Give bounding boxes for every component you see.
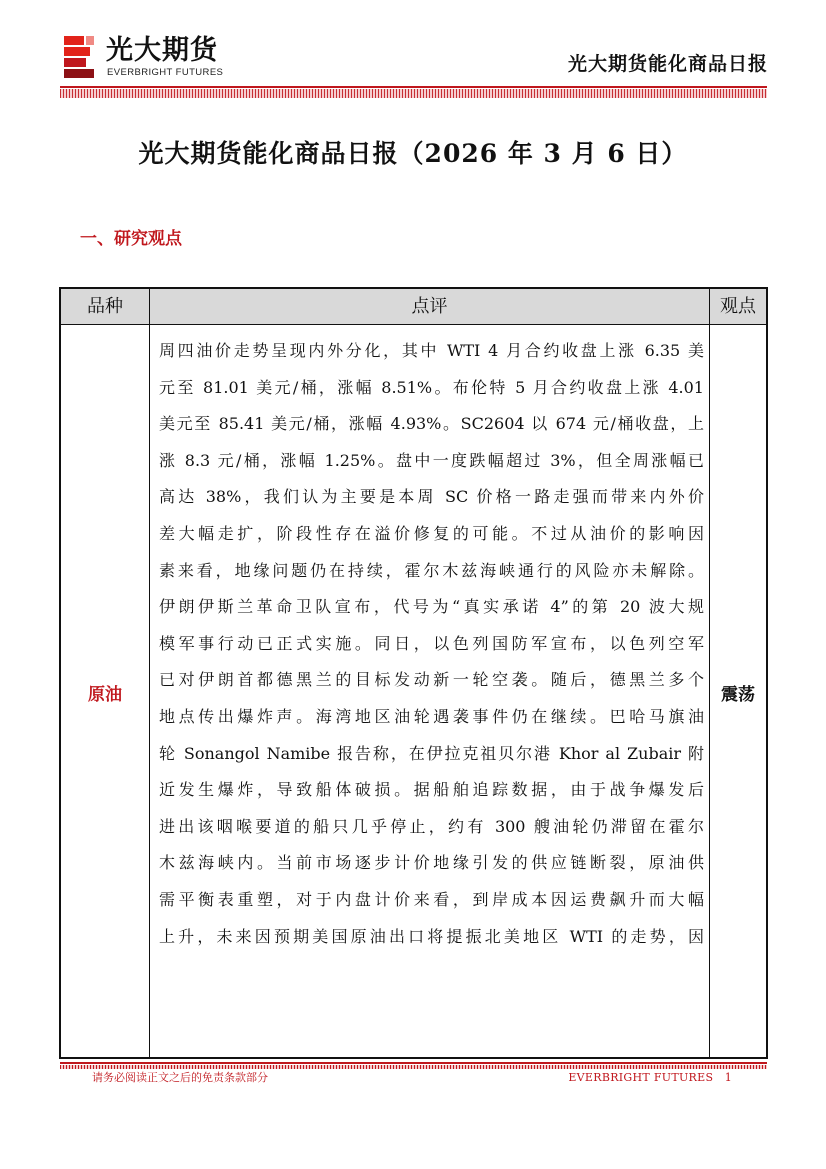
footer-brand: EVERBRIGHT FUTURES xyxy=(568,1071,714,1084)
comment-line: 近发生爆炸，导致船体破损。据船舶追踪数据，由于战争爆发后 xyxy=(159,780,704,800)
comment-line: 模军事行动已正式实施。同日，以色列国防军宣布，以色列空军 xyxy=(159,633,704,653)
comment-line: 涨 8.3 元/桶，涨幅 1.25%。盘中一度跌幅超过 3%，但全周涨幅已 xyxy=(159,450,704,470)
comment-line: 需平衡表重塑，对于内盘计价来看，到岸成本因运费飙升而大幅 xyxy=(159,889,704,909)
comment-cell xyxy=(159,333,704,955)
header-divider xyxy=(60,86,767,88)
column-divider xyxy=(149,289,150,1057)
comment-line: 伊朗伊斯兰革命卫队宣布，代号为“真实承诺 4”的第 20 波大规 xyxy=(159,597,704,617)
footer-hatch-divider xyxy=(60,1065,767,1069)
comment-line: 地点传出爆炸声。海湾地区油轮遇袭事件仍在继续。巴哈马旗油 xyxy=(159,706,704,726)
everbright-logo-icon xyxy=(64,36,98,80)
footer-divider xyxy=(60,1062,767,1064)
comment-line: 高达 38%，我们认为主要是本周 SC 价格一路走强而带来内外价 xyxy=(159,487,704,507)
comment-line: 差大幅走扩，阶段性存在溢价修复的可能。不过从油价的影响因 xyxy=(159,523,704,543)
column-header-view: 观点 xyxy=(720,296,756,317)
report-name: 光大期货能化商品日报 xyxy=(567,53,768,75)
variety-cell: 原油 xyxy=(88,684,122,705)
logo-chinese-name: 光大期货 xyxy=(106,35,218,66)
table-header-row xyxy=(61,289,766,325)
comment-line: 上升，未来因预期美国原油出口将提振北美地区 WTI 的走势，因 xyxy=(159,926,704,946)
page-number: 1 xyxy=(724,1071,732,1084)
comment-line: 周四油价走势呈现内外分化，其中 WTI 4 月合约收盘上涨 6.35 美 xyxy=(159,341,704,360)
comment-line: 素来看，地缘问题仍在持续，霍尔木兹海峡通行的风险亦未解除。 xyxy=(159,560,704,580)
comment-line: 木兹海峡内。当前市场逐步计价地缘引发的供应链断裂，原油供 xyxy=(159,853,704,873)
footer-disclaimer: 请务必阅读正文之后的免责条款部分 xyxy=(92,1071,268,1084)
comment-line: 进出该咽喉要道的船只几乎停止，约有 300 艘油轮仍滞留在霍尔 xyxy=(159,816,704,836)
page-header xyxy=(0,0,826,100)
comment-line: 已对伊朗首都德黑兰的目标发动新一轮空袭。随后，德黑兰多个 xyxy=(159,670,704,690)
header-hatch-divider xyxy=(60,89,767,98)
research-table xyxy=(59,287,768,1059)
view-cell: 震荡 xyxy=(721,684,755,705)
comment-line: 美元至 85.41 美元/桶，涨幅 4.93%。SC2604 以 674 元/桶收盘，上 xyxy=(159,414,704,434)
comment-line: 轮 Sonangol Namibe 报告称，在伊拉克祖贝尔港 Khor al Zubair 附 xyxy=(159,743,704,763)
document-title: 光大期货能化商品日报（2026 年 3 月 6 日） xyxy=(138,139,688,168)
column-header-comment: 点评 xyxy=(411,296,448,317)
column-header-variety: 品种 xyxy=(87,296,123,317)
comment-line: 元至 81.01 美元/桶，涨幅 8.51%。布伦特 5 月合约收盘上涨 4.01 xyxy=(159,377,704,397)
footer-brand-page xyxy=(568,1071,732,1085)
logo-english-name: EVERBRIGHT FUTURES xyxy=(107,67,224,78)
section-heading: 一、研究观点 xyxy=(80,229,182,249)
